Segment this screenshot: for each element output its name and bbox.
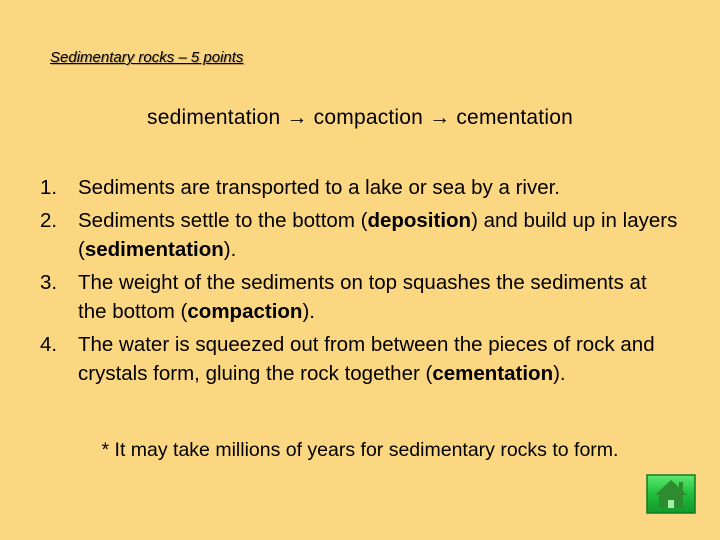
step-number: 1. [40, 176, 58, 199]
list-item [40, 173, 680, 203]
process-arrow: → [286, 106, 308, 129]
process-step-compaction: compaction [313, 106, 424, 129]
step-text: Sediments settle to the bottom ( [78, 208, 368, 232]
step-text: The water is squeezed out from between the pieces of rock and crystals form, gluing the rock together ( [78, 332, 655, 385]
step-text: ) and build up in layers ( [78, 208, 678, 261]
step-text: ). [223, 238, 237, 261]
list-item [40, 330, 680, 389]
list-item [40, 268, 680, 327]
step-number: 3. [40, 270, 58, 294]
process-step-cementation: cementation [456, 106, 573, 129]
steps-list [40, 173, 680, 392]
step-text: ). [302, 300, 315, 323]
step-text: Sediments are transported to a lake or sea by a river. [78, 176, 561, 199]
term-cementation: cementation [432, 362, 554, 385]
step-number: 2. [40, 208, 58, 232]
footnote: * It may take millions of years for sedimentary rocks to form. [101, 439, 619, 461]
step-number: 4. [40, 332, 58, 356]
process-arrow: → [429, 106, 451, 129]
home-icon [646, 474, 696, 514]
process-sequence [0, 106, 720, 130]
term-sedimentation: sedimentation [84, 238, 224, 261]
home-button[interactable] [646, 474, 696, 514]
step-text: The weight of the sediments on top squashes the sediments at the bottom ( [78, 270, 647, 323]
slide-heading: Sedimentary rocks – 5 points [50, 49, 244, 66]
process-step-sedimentation: sedimentation [147, 106, 281, 129]
step-text: ). [553, 362, 566, 385]
list-item [40, 206, 680, 265]
term-deposition: deposition [367, 208, 472, 232]
term-compaction: compaction [187, 300, 303, 323]
